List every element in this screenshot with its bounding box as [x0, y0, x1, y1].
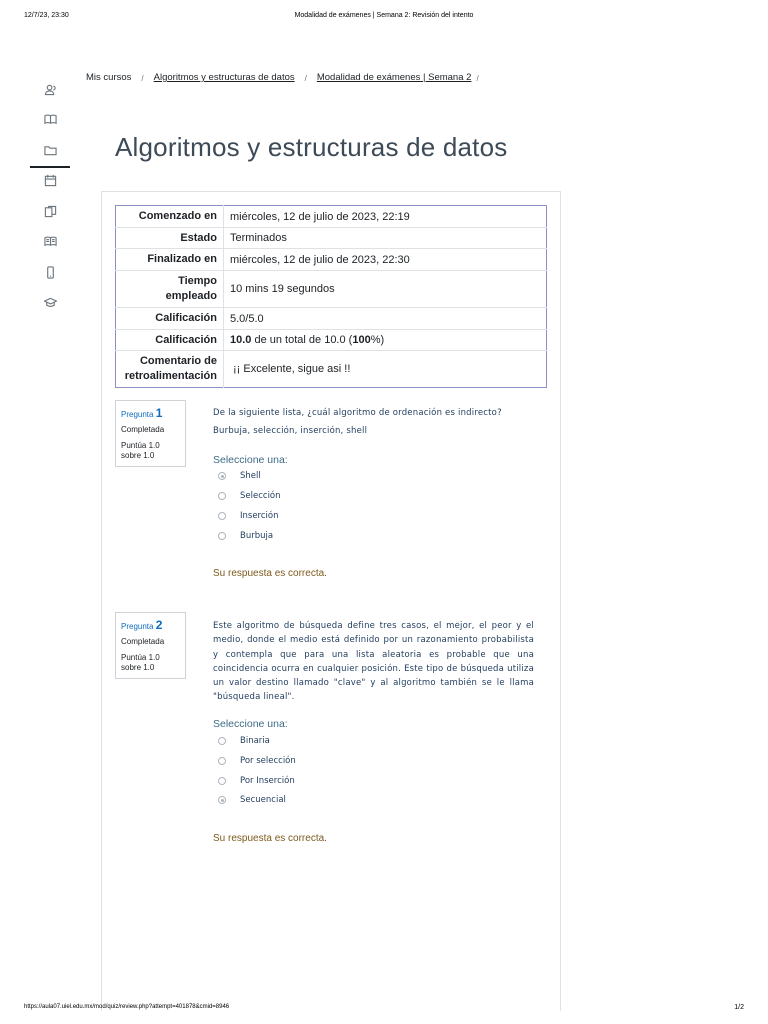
question-state: Completada	[121, 425, 165, 434]
radio-button[interactable]	[218, 796, 226, 804]
summary-label: Estado	[116, 228, 224, 249]
breadcrumb-separator: /	[476, 74, 479, 83]
folder-icon	[44, 144, 57, 157]
print-date: 12/7/23, 23:30	[24, 12, 69, 19]
question-text-2: Este algoritmo de búsqueda define tres casos, el mejor, el peor y el medio, donde el medio está definido por un razonamiento probabilista y contempla que para una lista aleatoria es probable que una coincidencia ocurra en cualquier posición. Este tipo de búsqueda utiliza un valor destino llamado "clave" y al algoritmo también se le llama "búsqueda lineal".	[213, 621, 534, 703]
users-icon	[44, 83, 57, 96]
left-nav-rail	[30, 74, 70, 318]
question-number: Pregunta 2	[121, 618, 163, 632]
grades-icon[interactable]	[30, 105, 70, 136]
summary-label: Comenzado en	[116, 206, 224, 228]
attempt-summary-table	[115, 205, 547, 388]
answer-option[interactable]: Inserción	[218, 511, 278, 521]
answer-option[interactable]: Burbuja	[218, 531, 273, 541]
select-label: Seleccione una:	[213, 718, 288, 730]
question-info-1	[115, 400, 186, 467]
summary-label: Calificación	[116, 308, 224, 330]
breadcrumb-quiz[interactable]: Modalidad de exámenes | Semana 2	[316, 72, 472, 83]
summary-value: 10 mins 19 segundos	[224, 271, 547, 308]
breadcrumb-separator: /	[141, 74, 144, 83]
summary-row-started	[116, 206, 547, 228]
summary-row-grade	[116, 330, 547, 351]
answer-option[interactable]: Shell	[218, 471, 261, 481]
question-number: Pregunta 1	[121, 406, 163, 420]
answer-feedback: Su respuesta es correcta.	[213, 833, 327, 844]
courses-icon[interactable]	[30, 288, 70, 319]
page-title: Algoritmos y estructuras de datos	[115, 132, 508, 162]
radio-button[interactable]	[218, 512, 226, 520]
summary-value: miércoles, 12 de julio de 2023, 22:30	[224, 249, 547, 271]
question-info-2	[115, 612, 186, 679]
summary-value: 5.0/5.0	[224, 308, 547, 330]
summary-label: Finalizado en	[116, 249, 224, 271]
radio-button[interactable]	[218, 492, 226, 500]
content-icon[interactable]	[30, 135, 70, 166]
summary-value: 10.0 de un total de 10.0 (100%)	[224, 330, 547, 351]
book-icon	[44, 113, 57, 126]
summary-value: Terminados	[224, 228, 547, 249]
answer-option[interactable]: Por selección	[218, 756, 296, 766]
answer-feedback: Su respuesta es correcta.	[213, 568, 327, 579]
print-title: Modalidad de exámenes | Semana 2: Revisión del intento	[294, 12, 474, 19]
mobile-app-icon[interactable]	[30, 257, 70, 288]
select-label: Seleccione una:	[213, 454, 288, 466]
radio-button[interactable]	[218, 532, 226, 540]
answer-option[interactable]: Por Inserción	[218, 776, 295, 786]
radio-button[interactable]	[218, 777, 226, 785]
breadcrumb	[86, 72, 489, 83]
summary-row-finished	[116, 249, 547, 271]
summary-row-state	[116, 228, 547, 249]
summary-value: miércoles, 12 de julio de 2023, 22:19	[230, 210, 410, 223]
breadcrumb-my-courses[interactable]: Mis cursos	[86, 72, 132, 83]
question-score: Puntúa 1.0 sobre 1.0	[121, 441, 160, 460]
summary-label: Tiempo empleado	[116, 271, 224, 308]
open-book-icon	[44, 235, 57, 248]
radio-button[interactable]	[218, 472, 226, 480]
summary-label: Calificación	[116, 330, 224, 351]
answer-option[interactable]: Binaria	[218, 736, 270, 746]
summary-row-grade-points	[116, 308, 547, 330]
breadcrumb-course[interactable]: Algoritmos y estructuras de datos	[153, 72, 295, 83]
answer-option[interactable]: Selección	[218, 491, 281, 501]
mobile-icon	[44, 266, 57, 279]
print-url: https://aula07.uiel.edu.mx/mod/quiz/review.php?attempt=401878&cmid=8946	[24, 1004, 230, 1010]
question-text-1: De la siguiente lista, ¿cuál algoritmo de ordenación es indirecto? Burbuja, selección, inserción, shell	[213, 408, 502, 437]
files-icon[interactable]	[30, 196, 70, 227]
question-state: Completada	[121, 637, 165, 646]
answer-option[interactable]: Secuencial	[218, 795, 286, 805]
participants-icon[interactable]	[30, 74, 70, 105]
copy-icon	[44, 205, 57, 218]
calendar-nav-icon[interactable]	[30, 166, 70, 197]
summary-row-feedback	[116, 351, 547, 388]
summary-value: ¡¡ Excelente, sigue asi !!	[224, 351, 547, 388]
library-icon[interactable]	[30, 227, 70, 258]
print-page-number: 1/2	[734, 1004, 744, 1011]
breadcrumb-separator: /	[304, 74, 307, 83]
calendar-icon	[44, 174, 57, 187]
radio-button[interactable]	[218, 737, 226, 745]
radio-button[interactable]	[218, 757, 226, 765]
graduation-icon	[44, 296, 57, 309]
question-score: Puntúa 1.0 sobre 1.0	[121, 653, 160, 672]
summary-label: Comentario de retroalimentación	[116, 351, 224, 388]
summary-row-time	[116, 271, 547, 308]
